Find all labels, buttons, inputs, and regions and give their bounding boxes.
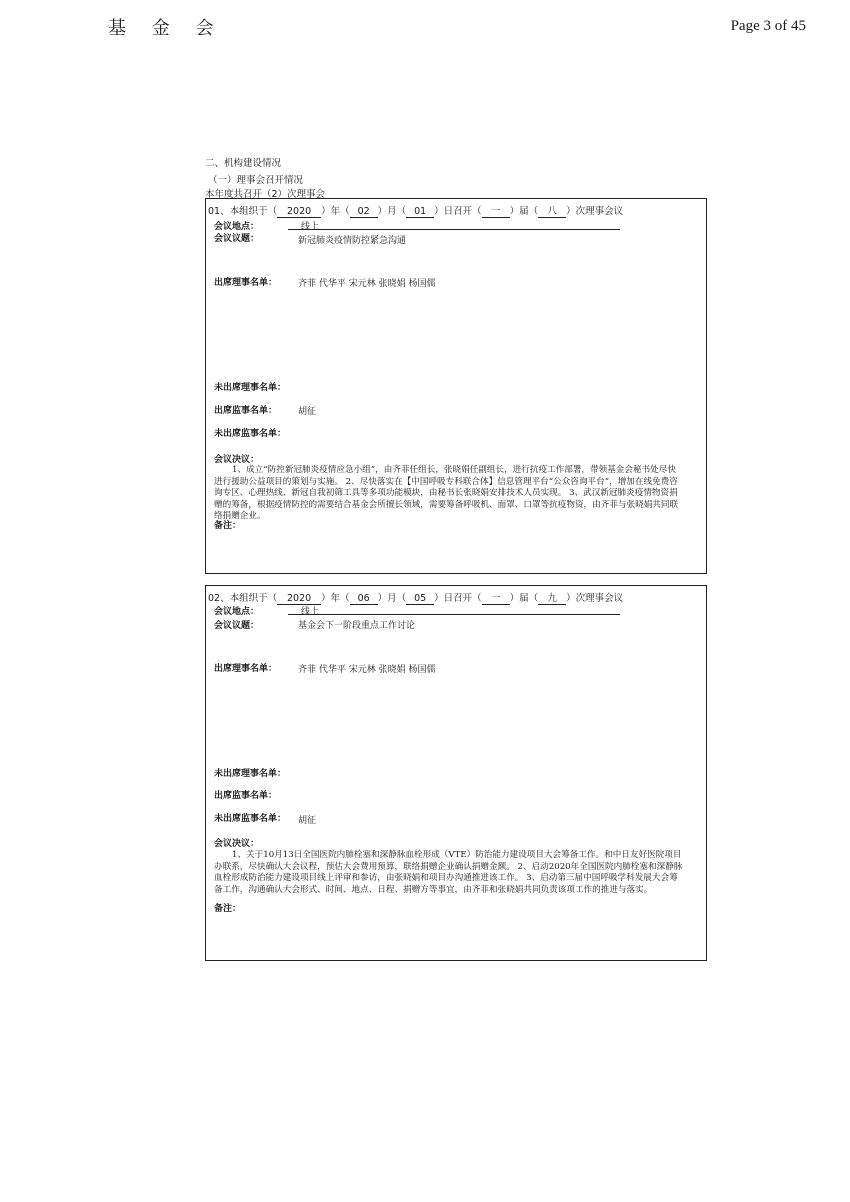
meeting-record-2 bbox=[205, 585, 707, 961]
meeting-term: 一 bbox=[482, 590, 510, 605]
absent-supervisors-label: 未出席监事名单： bbox=[214, 814, 287, 824]
meeting-year: 2020 bbox=[277, 206, 321, 218]
page-number: Page 3 of 45 bbox=[730, 18, 806, 34]
attend-directors-label: 出席理事名单： bbox=[214, 278, 278, 288]
attend-supervisors-label: 出席监事名单： bbox=[214, 791, 278, 801]
meeting-header-2: 02、本组织于（ 2020 ）年（ 06 ）月（ 05 ）日召开（ 一 ）届（ 九 ）次理事会议 bbox=[208, 590, 623, 605]
resolution-label: 会议决议： bbox=[214, 455, 260, 465]
meeting-month: 02 bbox=[350, 206, 378, 218]
place-value: 线上 bbox=[301, 222, 320, 232]
topic-value: 新冠肺炎疫情防控紧急沟通 bbox=[298, 236, 407, 246]
place-label: 会议地点： bbox=[214, 222, 260, 232]
absent-directors-label: 未出席理事名单： bbox=[214, 383, 287, 393]
section-subtitle: （一）理事会召开情况 bbox=[208, 175, 304, 186]
section-title: 二、机构建设情况 bbox=[205, 158, 282, 169]
org-header: 基 金 会 bbox=[108, 18, 224, 39]
place-underline bbox=[288, 229, 620, 230]
place-underline bbox=[288, 614, 620, 615]
meeting-term: 一 bbox=[482, 203, 510, 218]
meeting-session: 九 bbox=[538, 590, 566, 605]
absent-supervisors-value: 胡征 bbox=[298, 816, 317, 826]
meeting-day: 01 bbox=[406, 206, 434, 218]
attend-supervisors-label: 出席监事名单： bbox=[214, 406, 278, 416]
topic-label: 会议议题： bbox=[214, 621, 260, 631]
topic-value: 基金会下一阶段重点工作讨论 bbox=[298, 621, 416, 631]
notes-label: 备注： bbox=[214, 904, 242, 914]
place-label: 会议地点： bbox=[214, 607, 260, 617]
notes-label: 备注： bbox=[214, 521, 242, 531]
topic-label: 会议议题： bbox=[214, 234, 260, 244]
attend-directors-label: 出席理事名单： bbox=[214, 664, 278, 674]
attend-directors-value: 齐菲 代华平 宋元林 张晓娟 杨国儒 bbox=[298, 665, 436, 675]
meeting-day: 05 bbox=[406, 593, 434, 605]
meeting-year: 2020 bbox=[277, 593, 321, 605]
resolution-label: 会议决议： bbox=[214, 839, 260, 849]
meeting-count: 本年度共召开（2）次理事会 bbox=[205, 189, 326, 200]
meeting-session: 八 bbox=[538, 203, 566, 218]
resolution-text: 1、成立“防控新冠肺炎疫情应急小组”，由齐菲任组长，张晓娟任副组长，进行抗疫工作部署，带领基金会秘书处尽快进行援助公益项目的策划与实施。 2、尽快落实在【中国呼吸专科联合体】信息管理平台“公众咨询平台”，增加在线免费咨询专区、心理热线、新冠自我初筛工具等多项功能模块，由秘书长张晓娟安排技术人员实现。 3、武汉新冠肺炎疫情物资捐赠的筹备，根据疫情防控的需要结合基金会所擅长领域，需要筹备呼吸机、面罩、口罩等抗疫物资，由齐菲与张晓娟共同联络捐赠企业。 bbox=[214, 465, 679, 522]
meeting-record-1 bbox=[205, 198, 707, 574]
attend-directors-value: 齐菲 代华平 宋元林 张晓娟 杨国儒 bbox=[298, 279, 436, 289]
resolution-text: 1、关于10月13日全国医院内肺栓塞和深静脉血栓形成（VTE）防治能力建设项目大会筹备工作。和中日友好医院项目办联系，尽快确认大会议程，预估大会费用预算，联络捐赠企业确认捐赠金额。 2、启动2020年全国医院内肺栓塞和深静脉血栓形成防治能力建设项目线上评审和参访，由张晓娟和项目办沟通推进该工作。 3、启动第三届中国呼吸学科发展大会筹备工作，沟通确认大会形式、时间、地点、日程、捐赠方等事宜，由齐菲和张晓娟共同负责该项工作的推进与落实。 bbox=[214, 850, 683, 895]
place-value: 线上 bbox=[301, 607, 320, 617]
meeting-month: 06 bbox=[350, 593, 378, 605]
attend-supervisors-value: 胡征 bbox=[298, 407, 317, 417]
absent-supervisors-label: 未出席监事名单： bbox=[214, 429, 287, 439]
absent-directors-label: 未出席理事名单： bbox=[214, 769, 287, 779]
meeting-header-1: 01、本组织于（ 2020 ）年（ 02 ）月（ 01 ）日召开（ 一 ）届（ 八 ）次理事会议 bbox=[208, 203, 623, 218]
